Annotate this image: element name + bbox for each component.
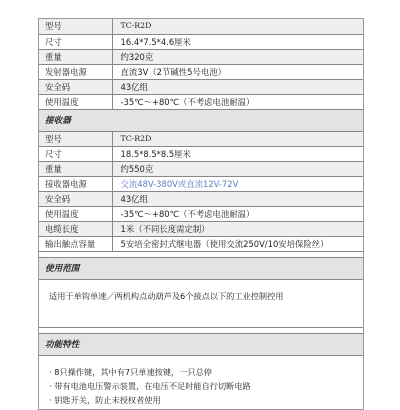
spec-value: 5安培全密封式继电器（使用交流250V/10安培保险丝） <box>112 237 363 252</box>
spec-key: 重量 <box>39 49 112 64</box>
spec-row <box>39 177 363 192</box>
spec-value: 43亿组 <box>112 79 363 94</box>
spec-key: 使用温度 <box>39 94 112 109</box>
spec-row <box>39 94 363 109</box>
receiver-table <box>39 132 363 253</box>
features-section-title: 功能特性 <box>39 334 363 356</box>
spec-row <box>39 19 363 34</box>
receiver-section-title: 接收器 <box>39 110 363 132</box>
feature-item: · 钥匙开关，防止未授权者使用 <box>49 395 161 405</box>
spec-value: 43亿组 <box>112 192 363 207</box>
spec-value: 18.5*8.5*8.5厘米 <box>112 147 363 162</box>
spec-key: 电缆长度 <box>39 222 112 237</box>
spec-row <box>39 237 363 252</box>
spec-key: 输出触点容量 <box>39 237 112 252</box>
spec-value: TC-R2D <box>112 19 363 34</box>
spec-value: -35℃～+80℃（不考虑电池耐温） <box>112 94 363 109</box>
spec-row <box>39 222 363 237</box>
spec-value: 约320克 <box>112 49 363 64</box>
spec-key: 安全码 <box>39 79 112 94</box>
spec-value: -35℃～+80℃（不考虑电池耐温） <box>112 207 363 222</box>
spec-key: 安全码 <box>39 192 112 207</box>
spec-value: 约550克 <box>112 162 363 177</box>
features-list <box>39 356 363 407</box>
spec-value: 16.4*7.5*4.6厘米 <box>112 34 363 49</box>
spec-key: 型号 <box>39 19 112 34</box>
spec-row <box>39 79 363 94</box>
spec-key: 发射器电源 <box>39 64 112 79</box>
spec-row <box>39 64 363 79</box>
usage-text: 适用于单钩单速／两机构点动葫芦及6个接点以下的工业控制控用 <box>39 280 363 328</box>
spec-row <box>39 162 363 177</box>
spec-frame <box>38 18 364 410</box>
spec-row <box>39 147 363 162</box>
spec-row <box>39 207 363 222</box>
spec-key: 重量 <box>39 162 112 177</box>
spec-key: 尺寸 <box>39 34 112 49</box>
spec-key: 尺寸 <box>39 147 112 162</box>
spec-key: 使用温度 <box>39 207 112 222</box>
transmitter-table <box>39 19 363 110</box>
feature-item: · 带有电池电压警示装置，在电压不足时能自行切断电路 <box>49 381 251 391</box>
spec-key: 接收器电源 <box>39 177 112 192</box>
spec-value: 1米（不同长度需定制） <box>112 222 363 237</box>
spec-row <box>39 192 363 207</box>
spec-value: 交流48V-380V或直流12V-72V <box>112 177 363 192</box>
feature-item: · 8只操作键，其中有7只单速按键，一只总停 <box>49 367 212 377</box>
spec-row <box>39 49 363 64</box>
spec-value: TC-R2D <box>112 132 363 147</box>
spec-key: 型号 <box>39 132 112 147</box>
spec-value: 直流3V（2节碱性5号电池） <box>112 64 363 79</box>
spec-row <box>39 132 363 147</box>
usage-section-title: 使用范围 <box>39 258 363 280</box>
spec-row <box>39 34 363 49</box>
